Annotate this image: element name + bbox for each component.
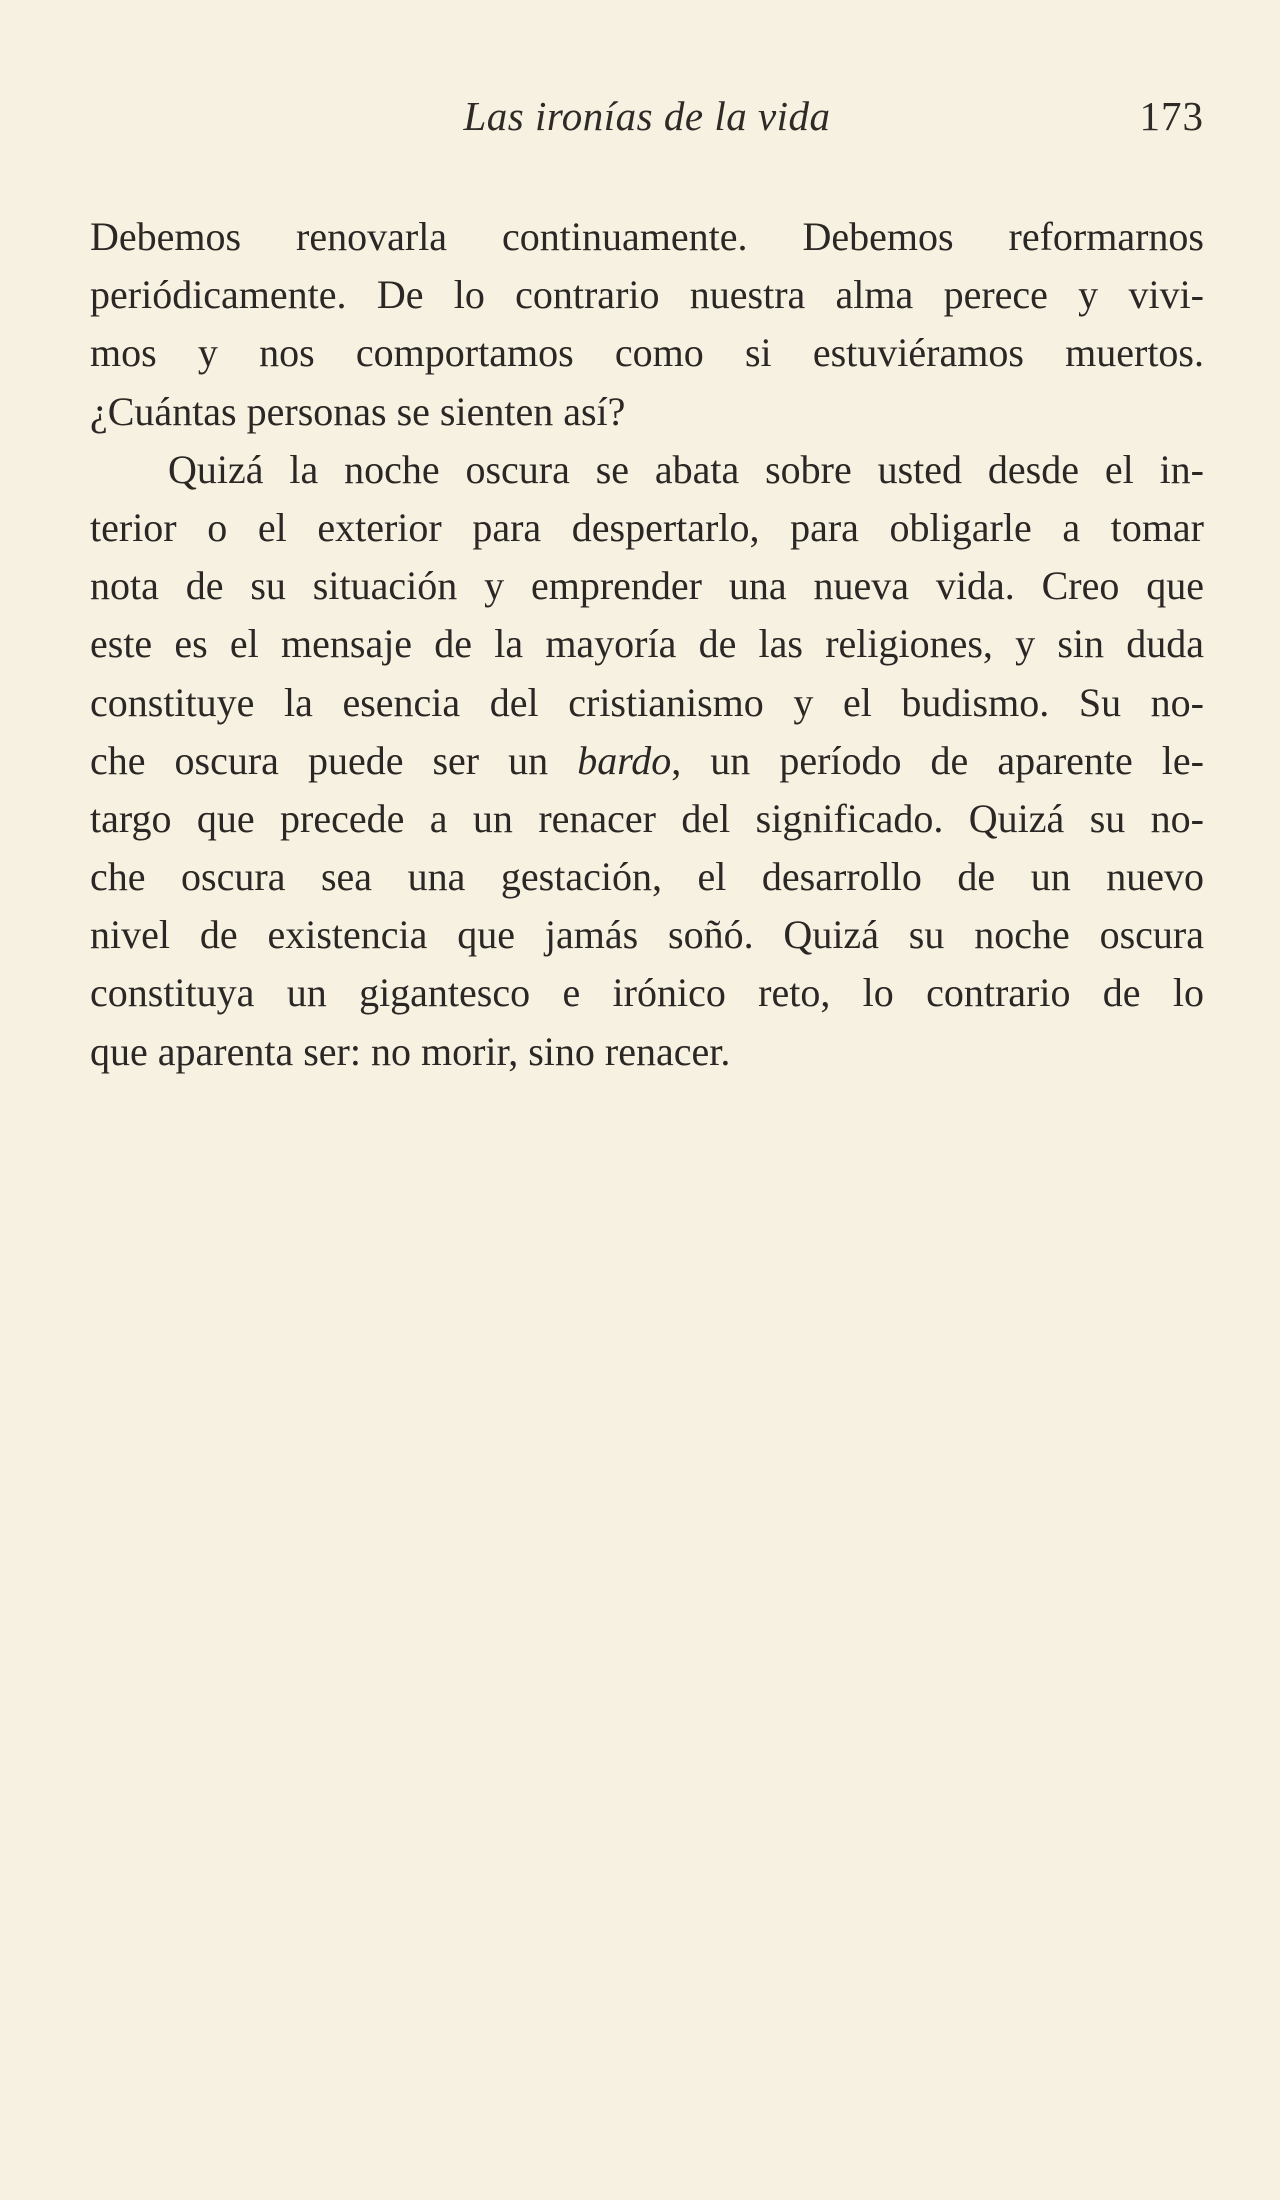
text-line: este es el mensaje de la mayoría de las religiones, y sin duda — [90, 621, 1204, 667]
text-line: Quizá la noche oscura se abata sobre usted desde el in- — [168, 446, 1204, 492]
text-segment: , un período de aparente le- — [671, 737, 1204, 783]
text-line: ¿Cuántas personas se sienten así? — [90, 388, 626, 434]
text-line — [90, 732, 1204, 790]
running-head — [90, 92, 1204, 152]
text-line: targo que precede a un renacer del significado. Quizá su no- — [90, 795, 1204, 841]
text-line: constituye la esencia del cristianismo y el budismo. Su no- — [90, 679, 1204, 725]
text-line: che oscura sea una gestación, el desarrollo de un nuevo — [90, 854, 1204, 900]
text-segment: che oscura puede ser un — [90, 737, 578, 783]
text-line: mos y nos comportamos como si estuviéramos muertos. — [90, 330, 1204, 376]
italic-term: bardo — [577, 737, 672, 783]
text-line: nota de su situación y emprender una nueva vida. Creo que — [90, 563, 1204, 609]
body-text — [90, 208, 1204, 1081]
text-line: que aparenta ser: no morir, sino renacer. — [90, 1028, 731, 1074]
text-line: terior o el exterior para despertarlo, para obligarle a tomar — [90, 504, 1204, 550]
page-number: 173 — [1139, 93, 1204, 139]
text-line: Debemos renovarla continuamente. Debemos reformarnos — [90, 214, 1204, 259]
running-title: Las ironías de la vida — [463, 93, 831, 139]
text-line: nivel de existencia que jamás soñó. Quizá su noche oscura — [90, 912, 1204, 958]
paragraph-1 — [90, 208, 1204, 441]
text-line: constituya un gigantesco e irónico reto, lo contrario de lo — [90, 970, 1204, 1016]
paragraph-2 — [90, 441, 1204, 1081]
text-line: periódicamente. De lo contrario nuestra alma perece y vivi- — [90, 272, 1204, 318]
